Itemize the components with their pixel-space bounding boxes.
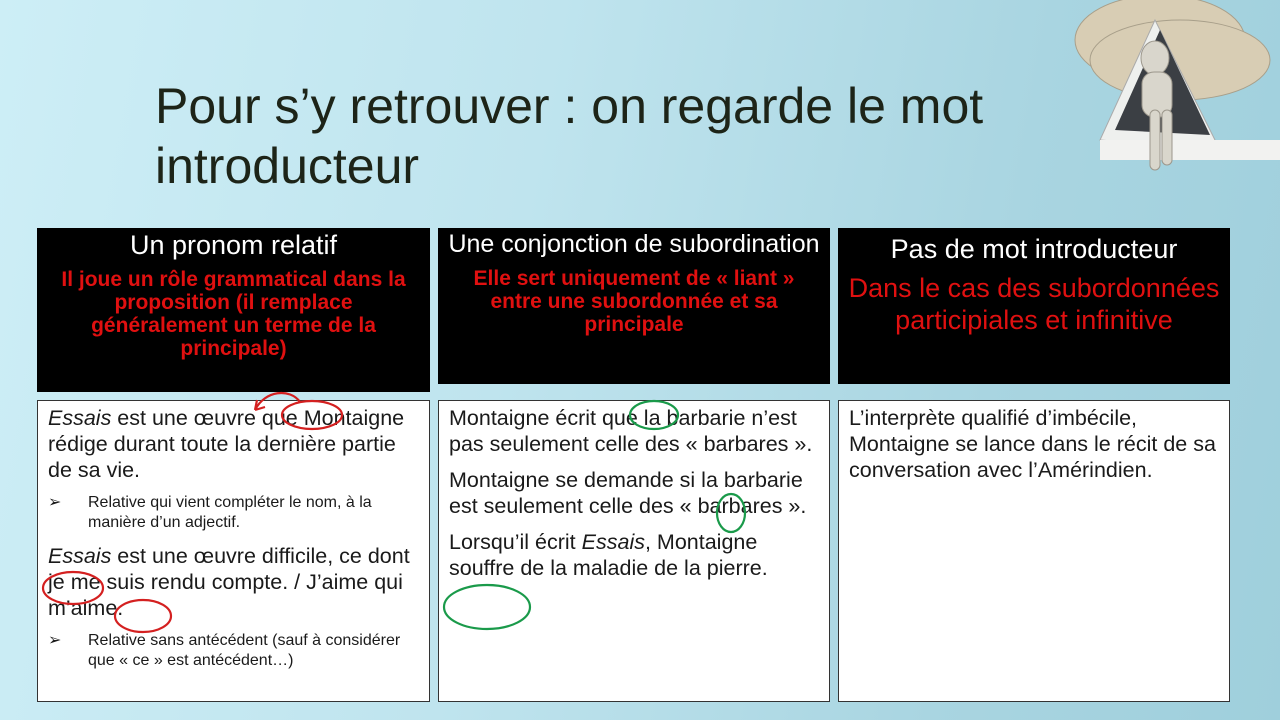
heading-subordinating-conjunction [438, 228, 830, 384]
heading-relative-pronoun [37, 228, 430, 392]
book-sculpture-illustration [1070, 0, 1280, 185]
arrow-bullet-icon: ➢ [48, 632, 62, 649]
book-title: Essais [581, 530, 645, 554]
example-text [48, 405, 419, 483]
heading-no-introducer [838, 228, 1230, 384]
example-part: , Montaigne souffre de la maladie de la pierre. [449, 530, 768, 580]
bullet-item [48, 493, 419, 533]
bullet-text: Relative sans antécédent (sauf à considérer que « ce » est antécédent…) [88, 632, 401, 669]
arrow-bullet-icon: ➢ [48, 494, 62, 511]
example-part: Lorsqu’il écrit [449, 530, 582, 554]
heading-title: Un pronom relatif [129, 230, 338, 260]
example-text [48, 543, 419, 621]
book-title: Essais [48, 406, 112, 430]
heading-title: Pas de mot introducteur [890, 234, 1178, 264]
slide-title: Pour s’y retrouver : on regarde le mot introducteur [155, 78, 984, 194]
examples-relative-pronoun [37, 400, 430, 702]
book-title: Essais [48, 544, 112, 568]
heading-title: Une conjonction de subordination [448, 230, 820, 258]
example-text [449, 529, 819, 581]
heading-description: Il joue un rôle grammatical dans la proposition (il remplace généralement un terme de la principale) [61, 268, 406, 360]
example-rest: est une œuvre que Montaigne rédige durant toute la dernière partie de sa vie. [48, 406, 405, 482]
example-text: Montaigne se demande si la barbarie est seulement celle des « barbares ». [449, 468, 807, 518]
bullet-text: Relative qui vient compléter le nom, à la manière d’un adjectif. [88, 494, 372, 531]
examples-subordinating-conjunction [438, 400, 830, 702]
heading-description: Elle sert uniquement de « liant » entre une subordonnée et sa principale [473, 267, 795, 336]
example-text: Montaigne écrit que la barbarie n’est pas seulement celle des « barbares ». [449, 406, 813, 456]
heading-description: Dans le cas des subordonnées participiales et infinitive [848, 273, 1220, 335]
examples-no-introducer [838, 400, 1230, 702]
example-text: L’interprète qualifié d’imbécile, Montaigne se lance dans le récit de sa conversation avec l’Amérindien. [849, 406, 1216, 482]
bullet-item [48, 631, 419, 671]
example-rest: est une œuvre difficile, ce dont je me suis rendu compte. / J’aime qui m’aime. [48, 544, 410, 620]
